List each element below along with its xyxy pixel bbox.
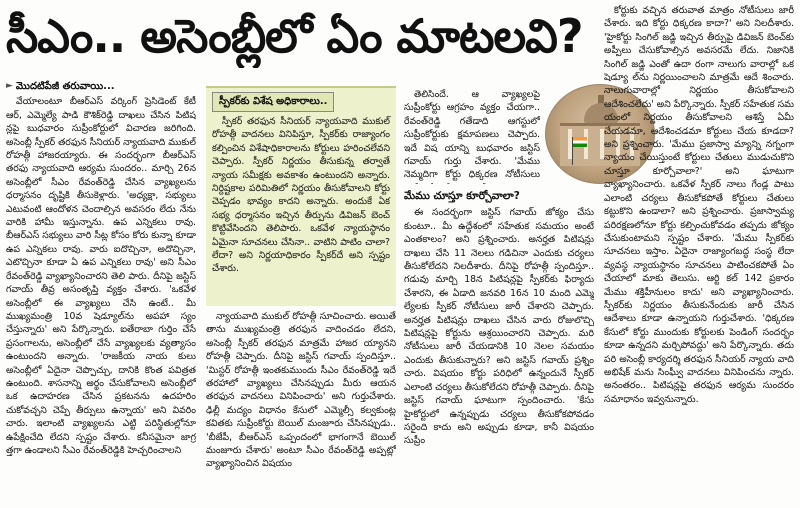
- paragraph: న్యాయవాది ముకుల్‌ రోహత్గీ సూచించారు. అయితే తాను ముఖ్యమంత్రి తరఫున వాదించడం లేదని, అసెంబ్లీ స్పీకర్‌ తరఫున మాత్రమే హాజర య్యానని రోహత్గీ చెప్పారు. దీనిపై జస్టిస్‌ గవాయ్‌ స్పందిస్తూ.. 'మిస్టర్‌ రోహత్గీ ఇంతకుముందు సీఎం రేవంత్‌రెడ్డి ఇదే తరహాలో వ్యాఖ్యలు చేసినప్పుడు మీరు ఆయన తరఫున వాదనలు వినిపించారు' అని గుర్తుచేశారు. ఢిల్లీ మద్యం విధానం కేసులో ఎమ్మెల్సీ కల్వకుంట్ల కవితకు సుప్రీంకోర్టు బెయిల్‌ మంజూరు చేసినప్పుడు.. 'బీజేపీ, బీఆర్‌ఎస్‌ ఒప్పందంలో భాగంగానే బెయిల్‌ మంజూరు చేశారు' అంటూ సీఎం రేవంత్‌రెడ్డి అప్పట్లో వ్యాఖ్యానించిన విషయం: [206, 311, 396, 470]
- subheading: మేము చూస్తూ కూర్చోవాలా?: [404, 190, 520, 202]
- continuation-kicker: [6, 80, 196, 93]
- article-column-1: [6, 80, 196, 506]
- paragraph: ఈ సందర్భంగా జస్టిస్‌ గవాయ్‌ జోక్యం చేసు కుంటూ.. మీ ఉద్దేశంలో సహేతుక సమయం అంటే ఎంతకాలం? అని ప్రశ్నించారు. అనర్హత పిటిషన్లు దాఖలు చేసి 11 నెలలు గడిచినా ఎందుకు చర్యలు తీసుకోలేదని నిలదీశారు. దీనిపై రోహత్గీ స్పందిస్తూ.. గడువు మార్చి 18న పిటిషన్లపై స్పీకర్‌కు ఫిర్యాదు చేశారని, ఈ ఏడాది జనవరి 16న 10 మంది ఎమ్మె ల్యేలకు స్పీకర్‌ నోటీసులు జారీ చేశారని చెప్పారు. అనర్హత పిటిషన్లు దాఖలు చేసిన వారు రోజులొచ్చి పిటిషన్లపై కోర్టును ఆశ్రయించారని చెప్పారు. మరి నోటీసులు జారీ చేయడానికి 10 నెలల సమయం ఎందుకు తీసుకున్నారు? అని జస్టిస్‌ గవాయ్‌ ప్రశ్నిం చారు. విషయం కోర్టు పరిధిలో ఉన్నందునే స్పీకర్‌ ఎలాంటి చర్యలు తీసుకోలేదని రోహత్గీ చెప్పారు. దీనిపై జస్టిస్‌ గవాయ్‌ ఘాటుగా స్పందించారు. 'కేసు హైకోర్టులో ఉన్నప్పుడు చర్యలు తీసుకోకపోవడం సరైంది కాదు అని అప్పుడు కూడా, కానీ విషయం సుప్రీం: [404, 207, 594, 447]
- article-column-3: [404, 88, 540, 184]
- sidebar-box: [206, 86, 396, 306]
- paragraph: కోర్టుకు వచ్చిన తరువాత మాత్రం నోటీసులు జారీ చేశారు. ఇది కోర్టు ధిక్కరణ కాదా?' అని నిలదీశారు. 'హైకోర్టు సింగిల్‌ జడ్జి ఇచ్చిన తీర్పుపై డివిజన్‌ బెంచ్‌కు అప్పీలు చేసుకోవాల్సిన అవసరమే లేదు. నిజానికి సింగిల్‌ జడ్జి ఎంతో ఉదా రంగా నాలుగు వారాల్లో ఒక షెడ్యూ ల్‌ను నిర్ణయించాలని మాత్రమే ఆదే శించారు. నాలుగువారాల్లో నిర్ణయం తీసుకోవాలని ఆదేశించలేదు' అని పేర్కొన్నారు. స్పీకర్‌ సహేతుక సమ యంలో నిర్ణయం తీసుకోవాలని ఆశిస్తే ఏమీ చేయడమా, ఆదేశించడమా కోర్టులు చేయ కూడదా? అని ప్రశ్నించారు. 'మేము ప్రజాస్వా మ్యాన్ని నగ్నంగా న్యాయం చేయిస్తుంటే కోర్టులు చేతులు ముడుచుకొని చూస్తూ కూర్చోవాలా?' అని ఘాటుగా వ్యాఖ్యానించారు. ఒకవేళ స్పీకర్‌ నాలు గేండ్ల పాటు ఎలాంటి చర్యలు తీసుకోకపోతే కోర్టులు చేతులు కట్టుకొని ఉండాలా? అని ప్రశ్నించారు. ప్రజాస్వామ్య పరిరక్షణలోనూ కోర్టు కల్పించుకోవడం తప్పదు జోక్యం చేసుకుంటామని స్పష్టం చేశారు. 'మేము స్పీకర్‌కు సూచనలు ఇస్తాం. ఏదైనా రాజ్యాంగబద్ధ సంస్థ లేదా వ్యవస్థ న్యాయస్థానం సూచనలు పాటించకపోతే ఏం చేయాలో మాకు తెలుసు. ఆర్టి కల్‌ 142 ప్రకారం మేము శక్తిహీనులం కాదు' అని వ్యాఖ్యానించారు. స్పీకర్‌కు నిర్ణయం తీసుకునేందుకు జారీ చేసిన ఆదేశాలు కూడా ఉన్నాయని గుర్తుచేశారు. 'ధిక్కరణ కేసులో కోర్టు ముందుకు కోర్టులకు పెండింగ్‌ సందర్భం కూడా ఉన్నదని మర్చిపోవద్దు' అని పేర్కొన్నారు. తదు పరి అసెంబ్లీ కార్యదర్శి తరఫున సీనియర్‌ న్యాయ వాది అభిషేక్‌ మను సింఘ్వీ వాదనలు వినిపించను న్నారు. అనంతరం.. పిటిషన్లపై తరఫున ఆర్యమ సుందరం సమాధానం ఇవ్వనున్నారు.: [604, 5, 794, 405]
- paragraph: స్పీకర్‌ తరఫున సీనియర్‌ న్యాయవాది ముకుల్‌ రోహత్గీ వాదనలు వినిపిస్తూ, స్పీకర్‌కు రాజ్యాంగం కల్పించిన విశేషాధికారాలను కోర్టులు హరించలేవని చెప్పారు. స్పీకర్‌ నిర్ణయం తీసుకున్న తర్వాతే న్యాయ సమీక్షకు అవకాశం ఉంటుందని అన్నారు. నిర్దిష్టకాల పరిమితిలో నిర్ణయం తీసుకోవాలని కోర్టు చెప్పడం భావ్యం కాదని అన్నారు. అందుకే ఏక సభ్య ధర్మాసనం ఇచ్చిన తీర్పును డివిజన్‌ బెంచ్‌ కొట్టివేసిందని తెలిపారు. ఒకవేళ న్యాయస్థానం ఏమైనా సూచనలు చేసినా.. వాటిని పాటిం చాలా? లేదా? అని నిర్ణయాధికారం స్పీకర్‌దే అని స్పష్టం చేశారు.: [212, 116, 390, 275]
- article-column-3-lower: [404, 186, 594, 506]
- headline: సీఎం.. అసెంబ్లీలో ఏం మాటలవి?: [6, 9, 583, 63]
- article-column-2-lower: [206, 310, 396, 506]
- paragraph: తెలిసిందే. ఆ వ్యాఖ్యలపై సుప్రీంకోర్టు ఆగ్రహం వ్యక్తం చేయగా.. రేవంత్‌రెడ్డి గతేడాది ఆగస్టులో సుప్రీంకోర్టుకు క్షమాపణలు చెప్పారు. ఇదే విష యాన్ని బుధవారం జస్టిస్‌ గవాయ్‌ గుర్తు చేశారు. 'మేము నెమ్మదిగా కోర్టు ధిక్కరణ నోటీసులు: [404, 89, 540, 181]
- paragraph: వేయాలంటూ బీఆర్‌ఎస్‌ వర్కింగ్‌ ప్రెసిడెంట్‌ కేటీ ఆర్‌, ఎమ్మెల్యే పాడి కౌశిక్‌రెడ్డి దాఖలు చేసిన పిటిష న్లపై బుధవారం సుప్రీంకోర్టులో విచారణ జరిగింది. అసెంబ్లీ స్పీకర్‌ తరఫున సీనియర్‌ న్యాయవాది ముకుల్‌ రోహత్గీ హాజరయ్యారు. ఈ సందర్భంగా బీఆర్‌ఎస్‌ తరఫు న్యాయవాది ఆర్యమ సుందరం.. మార్చి 26న అసెంబ్లీలో సీఎం రేవంత్‌రెడ్డి చేసిన వ్యాఖ్యలను ధర్మాసనం దృష్టికి తీసుకెళ్లారు. 'అధ్యక్షా, సభ్యులు ఎటువంటి ఆందోళన చెందాల్సిన అవసరం లేదు నేను వారికి హామీ ఇస్తున్నాను. ఉప ఎన్నికలు రావు. బీఆర్‌ఎస్‌ సభ్యులు వారి సీట్ల కోసం కోరు కున్నా కూడా ఉప ఎన్నికలు రావు. వారు ఐదొచ్చినా, అదొచ్చినా, ఎటొచ్చినా కూడా ఏ ఉప ఎన్నికలు రావు' అని సీఎం రేవంత్‌రెడ్డి వ్యాఖ్యానించారని తెలి పారు. దీనిపై జస్టిస్‌ గవాయ్‌ తీవ్ర అసంతృప్తి వ్యక్తం చేశారు. 'ఒకవేళ అసెంబ్లీలో ఈ వ్యాఖ్యలు చేసి ఉంటే.. మీ ముఖ్యమంత్రి 10వ షెడ్యూల్‌ను అపహా స్యం చేస్తున్నారు' అని పేర్కొన్నారు. ఐతేరాబా గుర్తిం చేసే ప్రసంగాలను, అసెంబ్లీలో చేసే వ్యాఖ్యలకు వ్యత్యాసం ఉంటుందని అన్నారు. 'రాజకీయ నాయ కులు అసెంబ్లీలో ఏదైనా చెప్పొచ్చు, దానికి కొంత పవిత్రత ఉంటుంది. శాసనాన్ని అర్థం చేసుకోవాలని అసెంబ్లీలో ఒక ఉదాహరణ చేసిన ప్రకటనను ఉదహరిం చుకోవచ్చని చెప్పే తీర్పులు ఉన్నాయ' అని వివరిం చారు. ఇలాంటి వ్యాఖ్యలను ఎట్టి పరిస్థితుల్లోనూ ఉపేక్షించేది లేదని స్పష్టం చేశారు. కనీసమైనా జాగ్ర త్తగా ఉండాలని సీఎం రేవంత్‌రెడ్డికి హెచ్చరించాలని: [6, 96, 196, 456]
- sidebar-box-body: [206, 115, 396, 276]
- triangle-marker-icon: ►: [6, 81, 13, 91]
- indian-flag-icon: [573, 137, 587, 147]
- kicker-text: మొదటిపేజీ తరువాయి...: [15, 81, 115, 92]
- sidebar-box-title: స్పీకర్‌కు విశేష అధికారాలు..: [212, 92, 334, 112]
- article-column-4: [604, 4, 794, 506]
